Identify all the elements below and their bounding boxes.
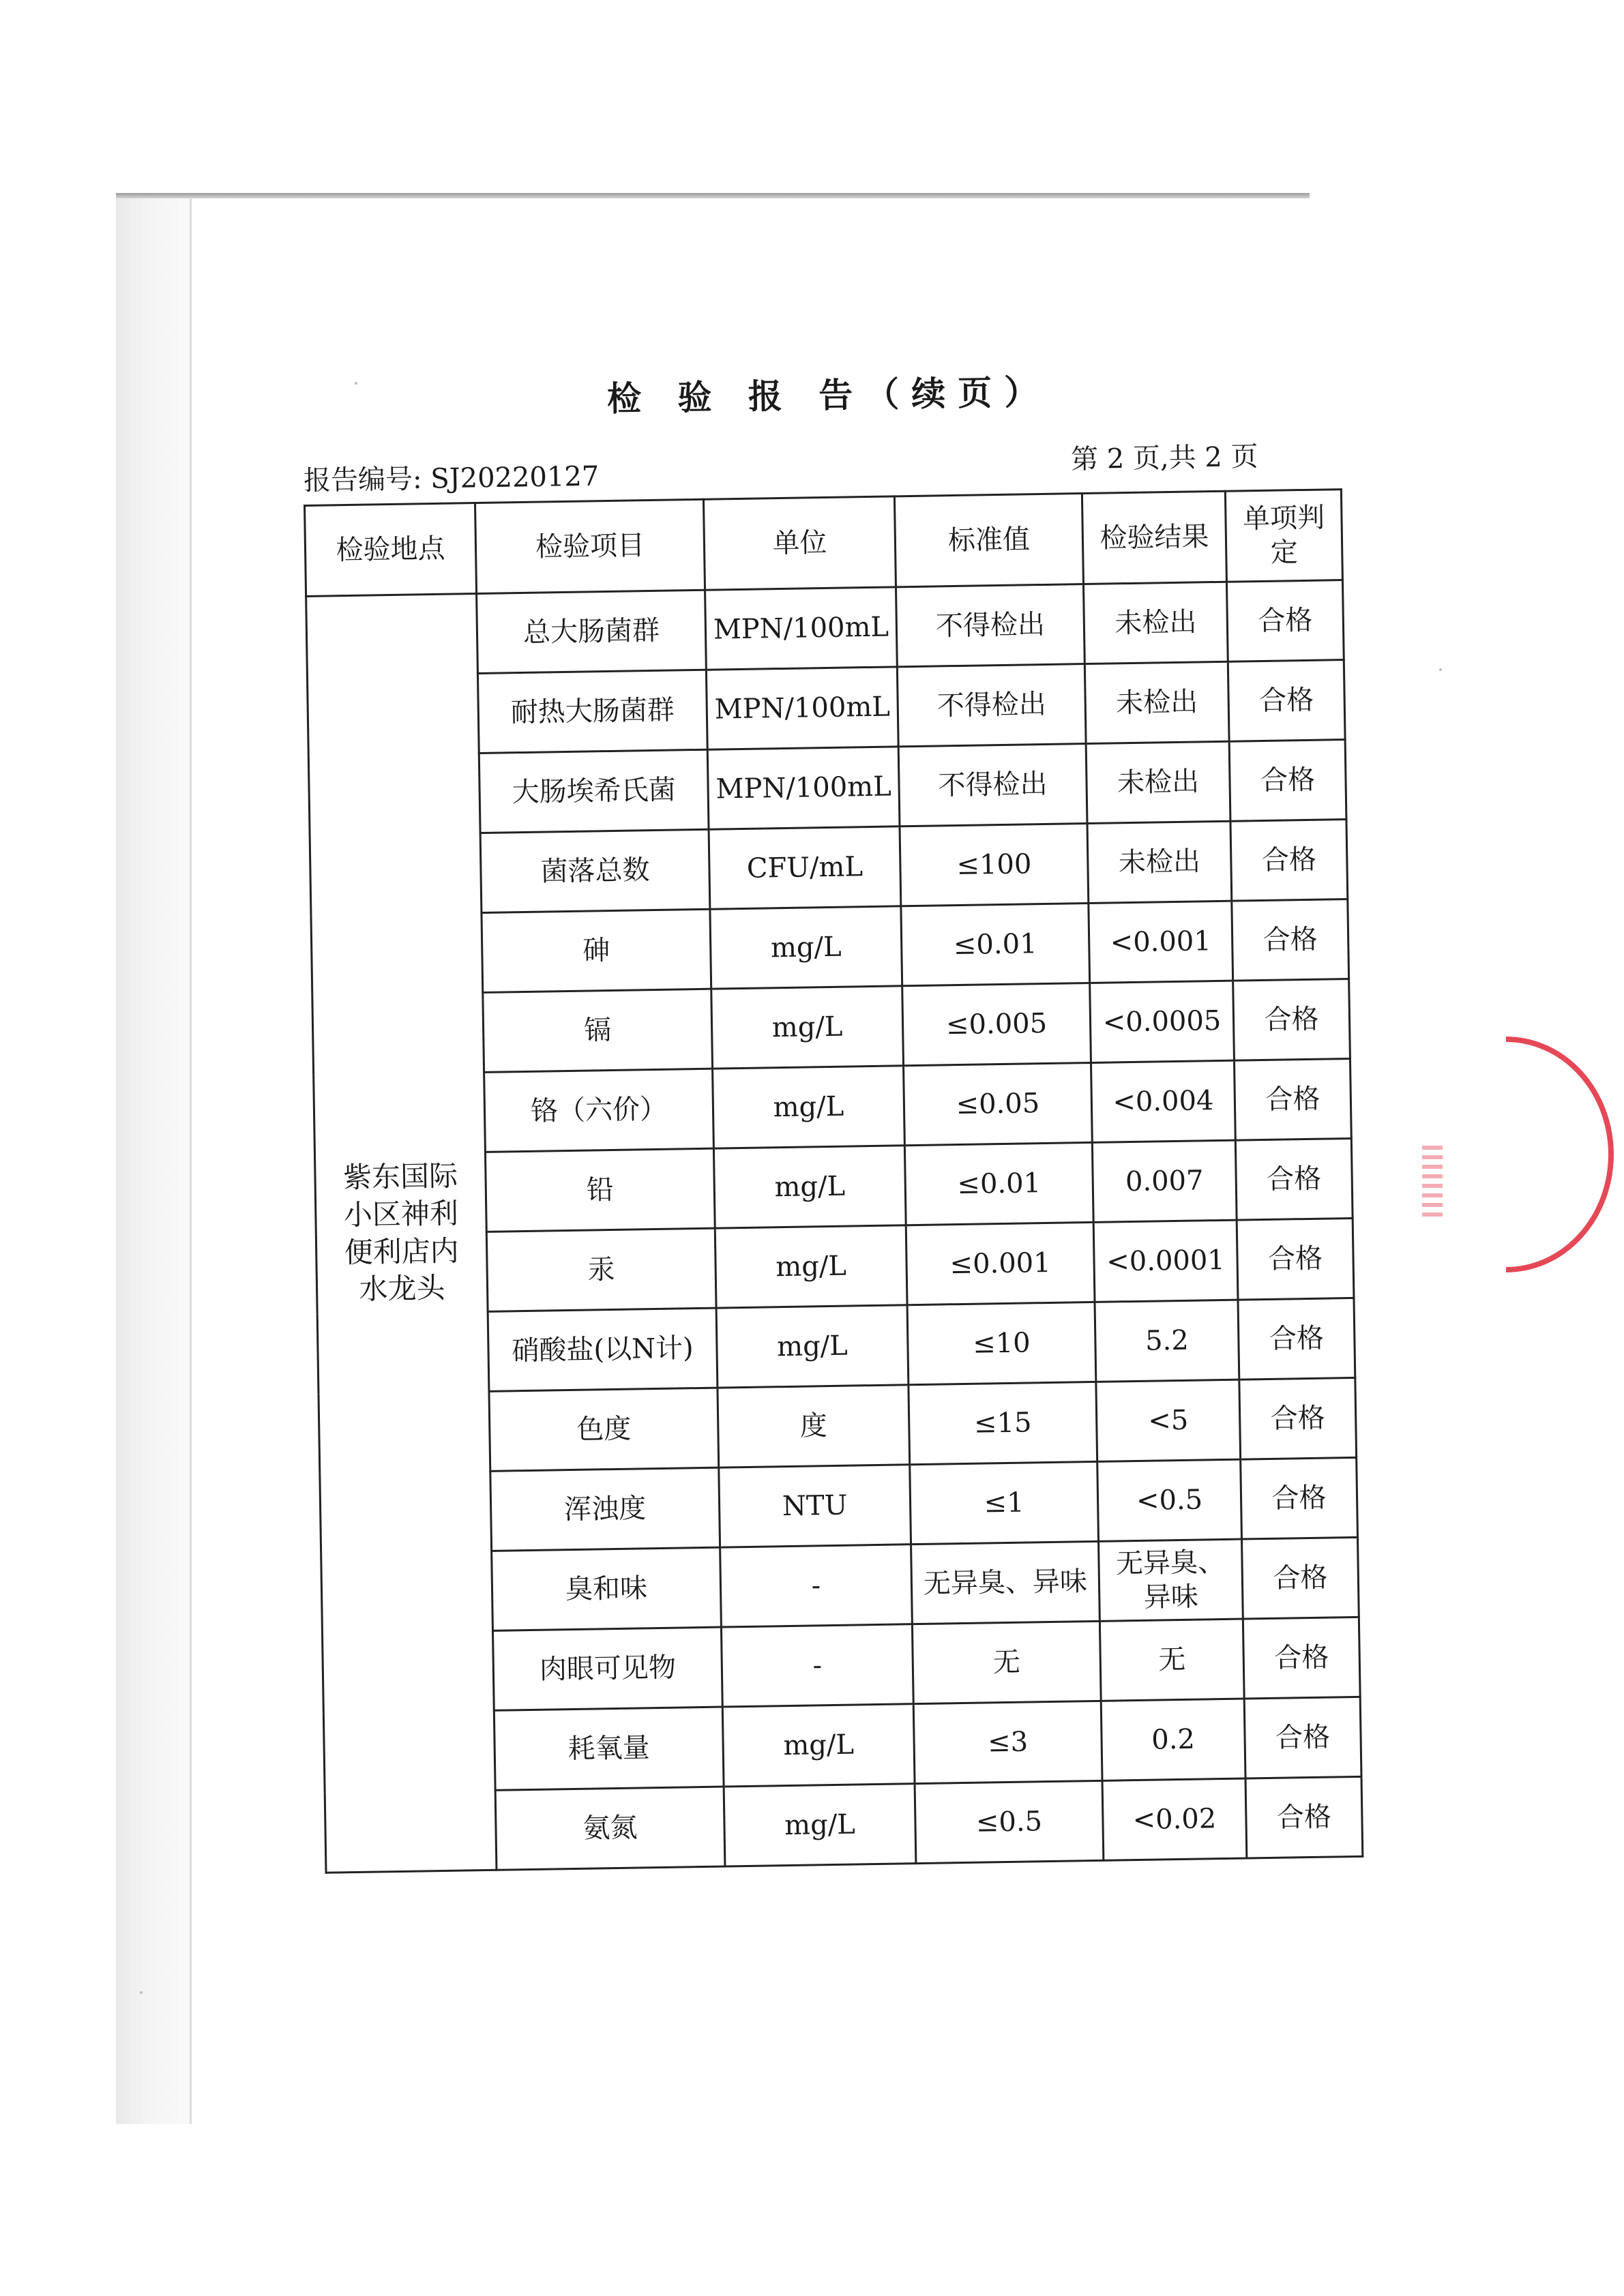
standard-cell: 无 <box>912 1621 1101 1703</box>
scan-edge-top <box>116 193 1310 198</box>
item-cell: 大肠埃希氏菌 <box>479 749 709 833</box>
judgement-cell: 合格 <box>1234 1058 1351 1140</box>
result-cell: <5 <box>1096 1380 1241 1461</box>
item-cell: 砷 <box>482 909 711 992</box>
item-cell: 总大肠菌群 <box>477 590 707 673</box>
header-judgement: 单项判定 <box>1225 490 1342 582</box>
results-table-wrapper <box>304 488 1361 1874</box>
unit-cell: NTU <box>719 1465 911 1547</box>
unit-cell: MPN/100mL <box>705 587 898 670</box>
header-unit: 单位 <box>703 496 896 590</box>
result-cell: <0.001 <box>1089 901 1233 983</box>
item-cell: 浑浊度 <box>490 1467 720 1551</box>
unit-cell: mg/L <box>724 1784 916 1866</box>
judgement-cell: 合格 <box>1241 1537 1359 1619</box>
result-cell: <0.0001 <box>1093 1220 1238 1302</box>
item-cell: 色度 <box>489 1388 719 1471</box>
standard-cell: 不得检出 <box>897 664 1086 747</box>
standard-cell: 不得检出 <box>898 744 1087 826</box>
stamp-fragment <box>1422 1146 1443 1221</box>
header-result: 检验结果 <box>1082 491 1226 584</box>
judgement-cell: 合格 <box>1237 1218 1354 1300</box>
result-cell: 5.2 <box>1095 1300 1239 1382</box>
item-cell: 汞 <box>486 1228 716 1311</box>
unit-cell: - <box>721 1624 913 1707</box>
judgement-cell: 合格 <box>1243 1617 1360 1699</box>
result-cell: 无异臭、异味 <box>1099 1539 1243 1621</box>
item-cell: 耐热大肠菌群 <box>477 670 707 753</box>
judgement-cell: 合格 <box>1230 820 1348 901</box>
result-cell: 未检出 <box>1087 821 1232 903</box>
standard-cell: ≤100 <box>900 824 1089 906</box>
table-header-row <box>305 490 1343 597</box>
judgement-cell: 合格 <box>1244 1697 1361 1778</box>
judgement-cell: 合格 <box>1245 1776 1363 1858</box>
standard-cell: ≤0.5 <box>915 1780 1104 1863</box>
table-body <box>306 580 1363 1873</box>
result-cell: 无 <box>1099 1619 1244 1701</box>
judgement-cell: 合格 <box>1232 899 1349 981</box>
result-cell: <0.02 <box>1102 1778 1247 1860</box>
unit-cell: mg/L <box>711 986 904 1069</box>
unit-cell: MPN/100mL <box>707 747 900 829</box>
judgement-cell: 合格 <box>1233 979 1350 1061</box>
standard-cell: ≤0.01 <box>901 903 1090 985</box>
result-cell: 未检出 <box>1083 582 1228 664</box>
standard-cell: 不得检出 <box>896 584 1085 667</box>
unit-cell: mg/L <box>715 1225 907 1308</box>
unit-cell: MPN/100mL <box>706 667 898 749</box>
result-cell: 未检出 <box>1086 741 1230 823</box>
result-cell: <0.004 <box>1091 1060 1235 1142</box>
unit-cell: mg/L <box>716 1305 909 1388</box>
result-cell: <0.5 <box>1097 1459 1242 1541</box>
result-cell: <0.0005 <box>1090 981 1235 1062</box>
header-standard: 标准值 <box>894 494 1083 587</box>
unit-cell: CFU/mL <box>709 826 901 909</box>
item-cell: 氨氮 <box>495 1787 725 1870</box>
result-cell: 未检出 <box>1084 661 1229 743</box>
standard-cell: ≤0.05 <box>904 1062 1093 1145</box>
standard-cell: ≤3 <box>913 1701 1102 1783</box>
result-cell: 0.2 <box>1101 1699 1245 1780</box>
standard-cell: ≤0.005 <box>902 983 1091 1065</box>
unit-cell: mg/L <box>713 1146 906 1228</box>
report-number: 报告编号: SJ20220127 <box>303 460 600 497</box>
judgement-cell: 合格 <box>1226 580 1344 662</box>
judgement-cell: 合格 <box>1235 1138 1353 1220</box>
header-item: 检验项目 <box>475 499 705 593</box>
standard-cell: ≤15 <box>909 1382 1097 1464</box>
judgement-cell: 合格 <box>1229 740 1346 822</box>
scan-shadow <box>116 194 191 2124</box>
scan-speck <box>355 382 357 385</box>
result-cell: 0.007 <box>1092 1140 1237 1222</box>
standard-cell: ≤0.01 <box>904 1142 1093 1225</box>
standard-cell: ≤0.001 <box>906 1222 1095 1304</box>
unit-cell: mg/L <box>710 906 902 989</box>
item-cell: 肉眼可见物 <box>492 1627 722 1710</box>
item-cell: 菌落总数 <box>480 829 710 912</box>
unit-cell: mg/L <box>722 1704 915 1787</box>
standard-cell: ≤10 <box>907 1302 1096 1384</box>
unit-cell: mg/L <box>713 1066 905 1148</box>
judgement-cell: 合格 <box>1241 1457 1358 1539</box>
document-title: 检 验 报 告（续页） <box>606 372 1051 419</box>
scan-speck <box>1439 668 1442 671</box>
item-cell: 镉 <box>483 989 713 1072</box>
unit-cell: - <box>720 1545 913 1627</box>
item-cell: 铅 <box>485 1148 715 1232</box>
scan-edge-left <box>190 198 192 2124</box>
judgement-cell: 合格 <box>1228 660 1345 742</box>
judgement-cell: 合格 <box>1239 1377 1357 1459</box>
results-table <box>304 488 1363 1874</box>
scan-speck <box>140 1991 143 1994</box>
item-cell: 硝酸盐(以N计) <box>488 1308 718 1391</box>
standard-cell: 无异臭、异味 <box>911 1541 1100 1624</box>
item-cell: 臭和味 <box>492 1547 722 1630</box>
unit-cell: 度 <box>718 1385 910 1467</box>
item-cell: 铬（六价） <box>484 1069 714 1152</box>
judgement-cell: 合格 <box>1238 1298 1355 1380</box>
location-cell: 紫东国际小区神利便利店内水龙头 <box>306 594 497 1873</box>
standard-cell: ≤1 <box>910 1461 1099 1544</box>
item-cell: 耗氧量 <box>494 1707 724 1790</box>
header-location: 检验地点 <box>305 503 477 597</box>
page-info: 第 2 页,共 2 页 <box>1070 441 1258 476</box>
